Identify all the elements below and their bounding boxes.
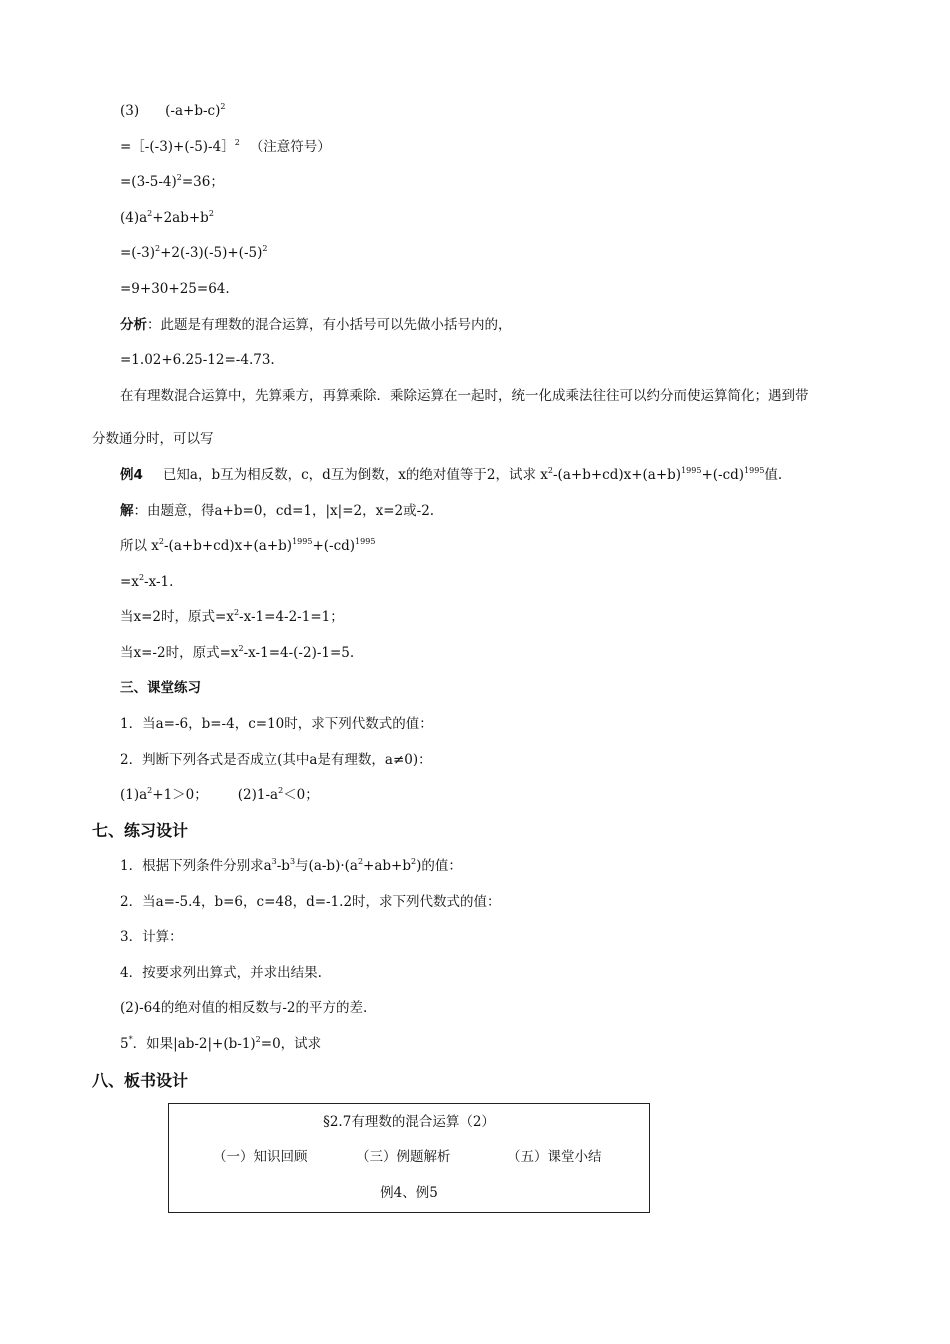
- solution-label: 解: [120, 503, 134, 519]
- line-exercise-1: 1．当a=-6，b=-4，c=10时，求下列代数式的值：: [120, 716, 433, 732]
- line-therefore: 所以 $x^2-(a+b+cd)x+(a+b)^{1995}+(-cd)^{1995}$: [120, 537, 376, 554]
- line-expression-3: (3) $(-a+b-c)^2$: [120, 102, 226, 119]
- line-practice-4-2: (2)-64的绝对值的相反数与-2的平方的差.: [120, 1000, 368, 1016]
- blackboard-design-box: [168, 1103, 650, 1213]
- board-item-summary: （五）课堂小结: [507, 1149, 602, 1165]
- line-substitution: =［-(-3)+(-5)-4］$^2$ （注意符号）: [120, 138, 331, 155]
- line-result-36: $=(3-5-4)^2=36$；: [120, 173, 224, 190]
- line-practice-1: 1．根据下列条件分别求$a^3-b^3$与$(a-b)\cdot(a^2+ab+b^2)$的值：: [120, 857, 462, 874]
- line-exercise-2-items: $(1)a^2+1>0$； $(2)1-a^2<0$；: [120, 786, 319, 803]
- line-analysis: 分析：此题是有理数的混合运算，有小括号可以先做小括号内的，: [120, 317, 512, 333]
- line-practice-3: 3．计算：: [120, 929, 183, 945]
- line-practice-4: 4．按要求列出算式，并求出结果.: [120, 965, 322, 981]
- line-example-4: 例4 已知a，b互为相反数，c，d互为倒数，x的绝对值等于2，试求 $x^2-(a+b+cd)x+(a+b)^{1995}+(-cd)^{1995}$值.: [120, 466, 783, 483]
- line-paragraph-1: 在有理数混合运算中，先算乘方，再算乘除．乘除运算在一起时，统一化成乘法往往可以约分而使运算简化；遇到带: [120, 388, 809, 404]
- line-substitution-4: $=(-3)^2+2(-3)(-5)+(-5)^2$: [120, 244, 268, 261]
- line-solution: 解：由题意，得a+b=0，cd=1，|x|=2，x=2或-2.: [120, 503, 435, 519]
- line-case-xneg2: 当x=-2时，原式$=x^2-x-1=4-(-2)-1=5$.: [120, 644, 355, 661]
- line-expression-4: $(4)a^2+2ab+b^2$: [120, 209, 214, 226]
- example-label: 例4: [120, 467, 143, 483]
- section-heading-8: 八、板书设计: [92, 1071, 189, 1090]
- board-examples-list: 例4、例5: [380, 1185, 438, 1201]
- line-result-64: =9+30+25=64.: [120, 281, 230, 297]
- board-title: §2.7有理数的混合运算（2）: [323, 1114, 495, 1130]
- line-simplified: $=x^2-x-1$.: [120, 573, 174, 590]
- board-item-review: （一）知识回顾: [213, 1149, 308, 1165]
- line-practice-5: 5*．如果$|ab-2|+(b-1)^2=0$，试求: [120, 1035, 322, 1052]
- line-case-x2: 当x=2时，原式$=x^2-x-1=4-2-1=1$；: [120, 608, 344, 625]
- subsection-heading-classroom: 三、课堂练习: [120, 680, 201, 696]
- line-decimal-result: =1.02+6.25-12=-4.73.: [120, 352, 275, 368]
- line-practice-2: 2．当a=-5.4，b=6，c=48，d=-1.2时，求下列代数式的值：: [120, 894, 501, 910]
- analysis-label: 分析: [120, 317, 147, 333]
- line-exercise-2: 2．判断下列各式是否成立(其中a是有理数，a≠0)：: [120, 752, 432, 768]
- board-item-examples: （三）例题解析: [356, 1149, 451, 1165]
- section-heading-7: 七、练习设计: [92, 821, 189, 840]
- line-paragraph-2: 分数通分时，可以写: [92, 431, 214, 447]
